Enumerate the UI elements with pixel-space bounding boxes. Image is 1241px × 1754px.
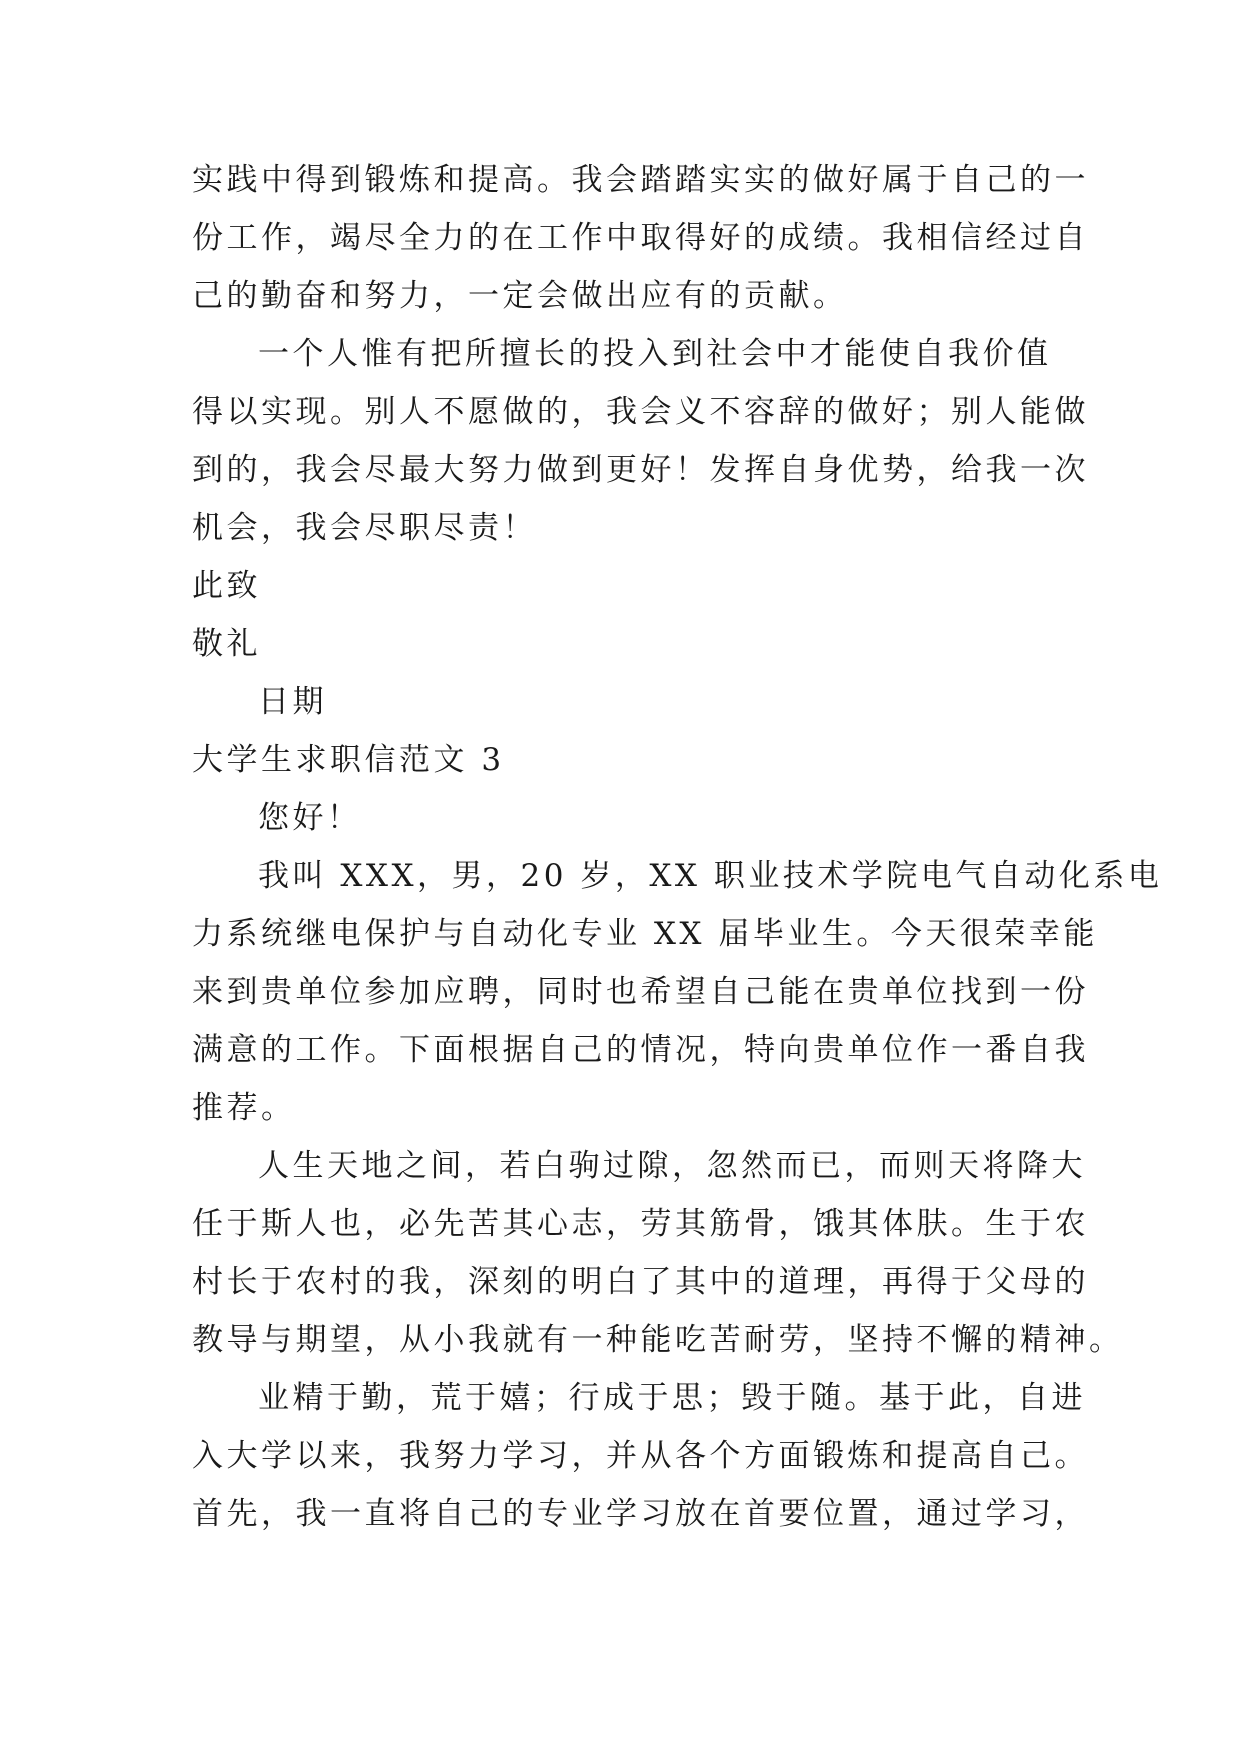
text-line: 首先，我一直将自己的专业学习放在首要位置，通过学习， xyxy=(192,1496,1089,1532)
text-line: 村长于农村的我，深刻的明白了其中的道理，再得于父母的 xyxy=(192,1264,1089,1300)
text-line: 教导与期望，从小我就有一种能吃苦耐劳，坚持不懈的精神。 xyxy=(192,1322,1124,1358)
text-line: 机会，我会尽职尽责！ xyxy=(192,510,537,546)
text-line: 份工作，竭尽全力的在工作中取得好的成绩。我相信经过自 xyxy=(192,220,1089,256)
paragraph-first-line: 人生天地之间，若白驹过隙，忽然而已，而则天将降大 xyxy=(258,1148,1086,1184)
text-line: 入大学以来，我努力学习，并从各个方面锻炼和提高自己。 xyxy=(192,1438,1089,1474)
closing-salutation: 此致 xyxy=(192,568,261,604)
text-line: 得以实现。别人不愿做的，我会义不容辞的做好；别人能做 xyxy=(192,394,1089,430)
text-line: 来到贵单位参加应聘，同时也希望自己能在贵单位找到一份 xyxy=(192,974,1089,1010)
section-title: 大学生求职信范文 3 xyxy=(192,742,505,778)
closing-regards: 敬礼 xyxy=(192,626,261,662)
greeting: 您好！ xyxy=(258,800,362,836)
text-line: 推荐。 xyxy=(192,1090,296,1126)
text-line: 到的，我会尽最大努力做到更好！发挥自身优势，给我一次 xyxy=(192,452,1089,488)
text-line: 实践中得到锻炼和提高。我会踏踏实实的做好属于自己的一 xyxy=(192,162,1089,198)
text-line: 力系统继电保护与自动化专业 XX 届毕业生。今天很荣幸能 xyxy=(192,916,1098,952)
paragraph-first-line: 一个人惟有把所擅长的投入到社会中才能使自我价值 xyxy=(258,336,1052,372)
text-line: 满意的工作。下面根据自己的情况，特向贵单位作一番自我 xyxy=(192,1032,1089,1068)
paragraph-first-line: 业精于勤，荒于嬉；行成于思；毁于随。基于此，自进 xyxy=(258,1380,1086,1416)
paragraph-first-line: 我叫 XXX，男，20 岁，XX 职业技术学院电气自动化系电 xyxy=(258,858,1163,894)
text-line: 己的勤奋和努力，一定会做出应有的贡献。 xyxy=(192,278,848,314)
text-line: 任于斯人也，必先苦其心志，劳其筋骨，饿其体肤。生于农 xyxy=(192,1206,1089,1242)
date-label: 日期 xyxy=(258,684,327,720)
